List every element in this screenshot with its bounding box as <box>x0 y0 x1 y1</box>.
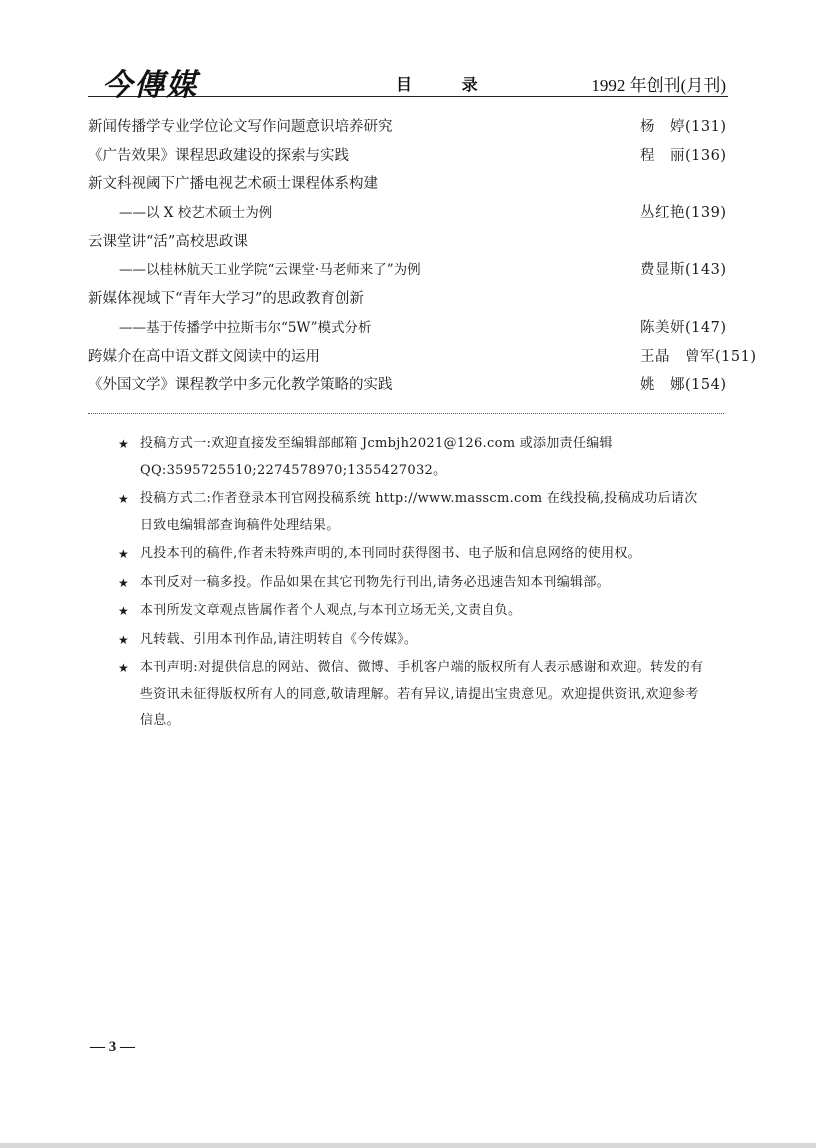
toc-entry[interactable] <box>88 371 728 400</box>
toc-title: ——基于传播学中拉斯韦尔“5W”模式分析 <box>119 319 372 336</box>
submission-notes <box>118 431 708 737</box>
toc-title: ——以桂林航天工业学院“云课堂·马老师来了”为例 <box>119 262 421 279</box>
founded-info: 1992 年创刊(月刊) <box>591 76 726 95</box>
toc-title: ——以 X 校艺术硕士为例 <box>119 205 273 222</box>
toc-author-page: 费显斯(143) <box>640 262 727 279</box>
toc-author-page: 姚 娜(154) <box>640 377 727 394</box>
toc-subtitle-row[interactable] <box>88 314 728 343</box>
note-item <box>118 431 708 484</box>
toc-author-page: 杨 婷(131) <box>640 119 727 135</box>
page-header <box>88 58 728 103</box>
note-text: 投稿方式二:作者登录本刊官网投稿系统 http://www.masscm.com 在线投稿,投稿成功后请次日致电编辑部查询稿件处理结果。 <box>140 491 698 533</box>
toc-entry[interactable] <box>88 343 757 372</box>
toc-author-page: 陈美妍(147) <box>640 319 727 336</box>
toc-author-page: 丛红艳(139) <box>640 205 727 222</box>
toc-entry[interactable] <box>88 228 728 257</box>
star-icon: ★ <box>118 575 130 590</box>
toc-title: 云课堂讲“活”高校思政课 <box>88 233 248 250</box>
note-item <box>118 486 708 539</box>
toc-title: 《外国文学》课程教学中多元化教学策略的实践 <box>88 377 393 394</box>
note-item <box>118 570 708 597</box>
toc-title: 新闻传播学专业学位论文写作问题意识培养研究 <box>88 119 393 135</box>
note-item <box>118 627 708 654</box>
toc-entry[interactable] <box>88 142 728 171</box>
toc-subtitle-row[interactable] <box>88 256 728 285</box>
page-number: — 3 — <box>90 1039 135 1055</box>
star-icon: ★ <box>118 661 130 675</box>
star-icon: ★ <box>118 632 130 647</box>
toc-entry[interactable] <box>88 113 728 142</box>
note-item <box>118 655 708 735</box>
toc-title: 新文科视阈下广播电视艺术硕士课程体系构建 <box>88 176 378 193</box>
toc-subtitle-row[interactable] <box>88 199 728 228</box>
note-text: 凡投本刊的稿件,作者未特殊声明的,本刊同时获得图书、电子版和信息网络的使用权。 <box>140 546 641 561</box>
note-text: 本刊所发文章观点皆属作者个人观点,与本刊立场无关,文责自负。 <box>140 603 522 618</box>
toc-entry[interactable] <box>88 285 728 314</box>
table-of-contents <box>88 113 757 400</box>
star-icon: ★ <box>118 604 130 618</box>
toc-entry[interactable] <box>88 170 728 199</box>
toc-title: 跨媒介在高中语文群文阅读中的运用 <box>88 348 320 365</box>
note-text: 本刊声明:对提供信息的网站、微信、微博、手机客户端的版权所有人表示感谢和欢迎。转发的有些资讯未征得版权所有人的同意,敬请理解。若有异议,请提出宝贵意见。欢迎提供资讯,欢迎参考信息。 <box>140 660 704 728</box>
toc-title: 《广告效果》课程思政建设的探索与实践 <box>88 147 349 164</box>
note-text: 凡转载、引用本刊作品,请注明转自《今传媒》。 <box>140 631 418 647</box>
dotted-divider <box>88 413 724 414</box>
note-item <box>118 541 708 568</box>
star-icon: ★ <box>118 547 130 561</box>
note-text: 投稿方式一:欢迎直接发至编辑部邮箱 Jcmbjh2021@126.com 或添加责任编辑 QQ:3595725510;2274578970;1355427032。 <box>140 436 613 478</box>
star-icon: ★ <box>118 492 130 506</box>
toc-author-page: 程 丽(136) <box>640 147 727 164</box>
star-icon: ★ <box>118 437 130 451</box>
page-title: 目 录 <box>396 75 500 94</box>
note-item <box>118 598 708 625</box>
journal-logo: 今傳媒 <box>102 68 198 103</box>
note-text: 本刊反对一稿多投。作品如果在其它刊物先行刊出,请务必迅速告知本刊编辑部。 <box>140 574 610 590</box>
bottom-edge <box>0 1143 816 1148</box>
toc-title: 新媒体视域下“青年大学习”的思政教育创新 <box>88 291 364 308</box>
toc-author-page: 王晶 曾军(151) <box>640 348 757 365</box>
